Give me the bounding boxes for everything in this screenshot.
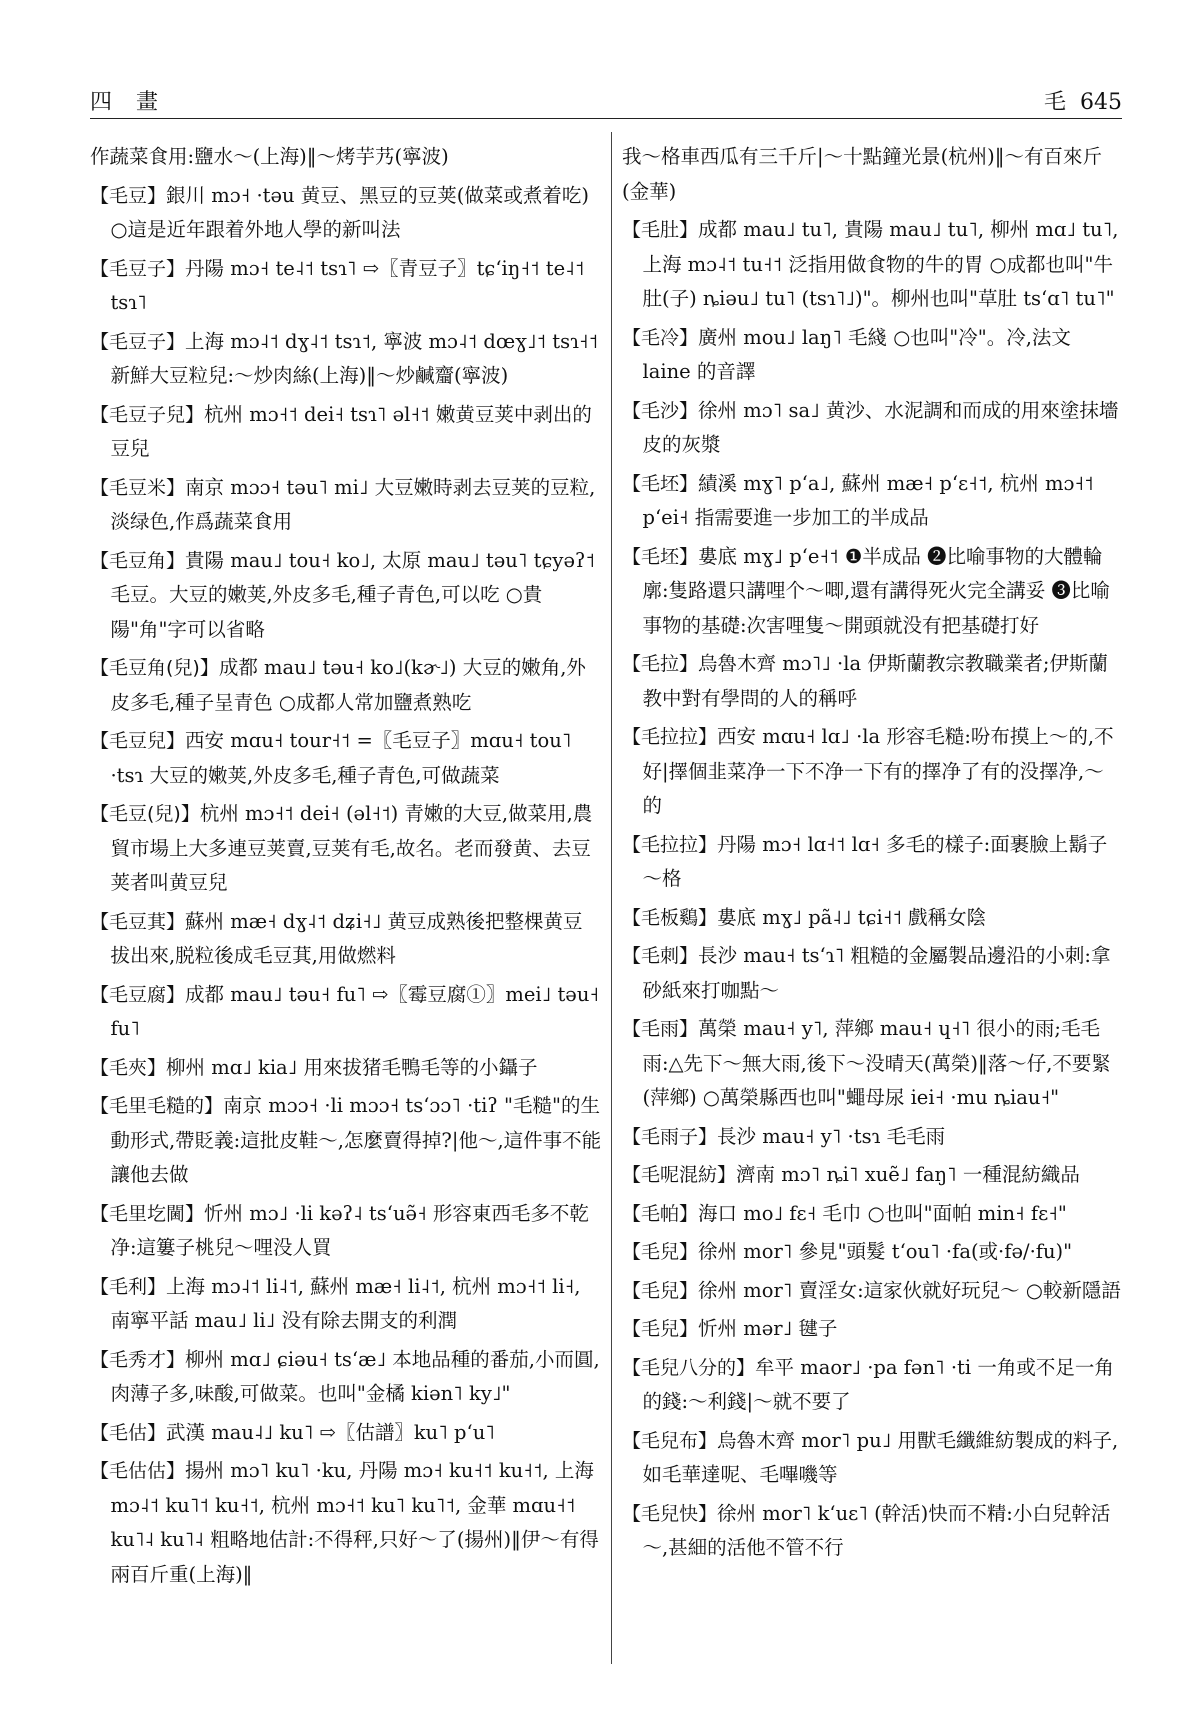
entry-headword: 【毛豆(兒)】 bbox=[90, 803, 200, 825]
entry-definition: 廣州 mou˩ laŋ˥ 毛綫 ○也叫"冷"。冷,法文 laine 的音譯 bbox=[642, 325, 1071, 383]
dictionary-entry bbox=[90, 1343, 602, 1412]
page-number: 645 bbox=[1080, 90, 1122, 115]
entry-definition: 長沙 mau˧ y˥ ·tsɿ 毛毛雨 bbox=[717, 1124, 946, 1148]
dictionary-entry bbox=[90, 1270, 602, 1339]
entry-headword: 【毛里圪閫】 bbox=[90, 1202, 205, 1225]
entry-definition: 牟平 maor˩ ·pa fən˥ ·ti 一角或不足一角的錢:～利錢|～就不要了 bbox=[642, 1355, 1114, 1413]
dictionary-entry bbox=[622, 828, 1122, 897]
dictionary-entry bbox=[622, 540, 1122, 644]
entry-definition: 成都 mau˩ təu˧ ko˩(kɚ˩) 大豆的嫩角,外皮多毛,種子呈青色 ○成都人常加鹽煮熟吃 bbox=[110, 656, 586, 714]
dictionary-entry bbox=[90, 1089, 602, 1193]
page-header bbox=[90, 82, 1122, 116]
entry-headword: 【毛兒八分的】 bbox=[622, 1356, 756, 1379]
page-number-group bbox=[1030, 85, 1122, 116]
entry-definition: 丹陽 mɔ˧ lɑ˧˦ lɑ˧ 多毛的樣子:面裹臉上鬍子～格 bbox=[642, 832, 1108, 890]
entry-definition: 南京 mɔɔ˧ ·li mɔɔ˧ tsʻɔɔ˥ ·tiʔ "毛糙"的生動形式,帶貶義:這批皮鞋～,怎麼賣得掉?|他～,這件事不能讓他去做 bbox=[110, 1094, 602, 1186]
entry-headword: 【毛豆角(兒)】 bbox=[90, 657, 219, 679]
entry-headword: 【毛估估】 bbox=[90, 1460, 186, 1482]
entry-definition: 忻州 mɔ˩ ·li kəʔ˨ tsʻuə̃˧ 形容東西毛多不乾净:這簍子桃兒～哩没人買 bbox=[110, 1201, 589, 1259]
section-label-char: 畫 bbox=[136, 90, 161, 115]
dictionary-entry bbox=[622, 1158, 1122, 1193]
entry-headword: 【毛冷】 bbox=[622, 326, 699, 349]
dictionary-entry bbox=[90, 398, 602, 467]
entry-headword: 【毛兒】 bbox=[622, 1318, 699, 1340]
column-divider bbox=[611, 132, 612, 1664]
entry-definition: 萬榮 mau˧ y˥, 萍鄉 mau˧ ɥ˧˥ 很小的雨;毛毛雨:△先下～無大雨,後下～没晴天(萬榮)‖落～仔,不要緊(萍鄉) ○萬榮縣西也叫"蠅母尿 iei˧ ·mu ȵiau˧" bbox=[642, 1017, 1111, 1109]
radical-label: 毛 bbox=[1043, 90, 1066, 115]
entry-headword: 【毛豆萁】 bbox=[90, 910, 186, 933]
dictionary-entry bbox=[90, 1051, 602, 1086]
dictionary-entry bbox=[622, 1351, 1122, 1420]
entry-headword: 【毛沙】 bbox=[622, 399, 699, 422]
dictionary-entry bbox=[90, 471, 602, 540]
entry-definition: 烏魯木齊 mor˥ pu˩ 用獸毛纖維紡製成的料子,如毛華達呢、毛嗶嘰等 bbox=[642, 1428, 1119, 1486]
dictionary-entry bbox=[90, 544, 602, 648]
dictionary-entry bbox=[90, 325, 602, 394]
entry-definition: 成都 mau˩ təu˧ fu˥ ⇨〖霉豆腐①〗mei˩ təu˧ fu˥ bbox=[110, 982, 600, 1040]
entry-headword: 【毛估】 bbox=[90, 1421, 167, 1444]
entry-definition: 婁底 mɣ˩ pʻe˧˦ ❶半成品 ❷比喻事物的大體輪廓:隻路還只講哩个～唧,還有講得死火完全講妥 ❸比喻事物的基礎:次害哩隻～開頭就没有把基礎打好 bbox=[642, 544, 1110, 637]
entry-definition: 貴陽 mau˩ tou˧ ko˩, 太原 mau˩ təu˥ tɕyəʔ˦ 毛豆。大豆的嫩荚,外皮多毛,種子青色,可以吃 ○貴陽"角"字可以省略 bbox=[110, 548, 596, 641]
entry-headword: 【毛夾】 bbox=[90, 1056, 167, 1079]
entry-headword: 【毛拉拉】 bbox=[622, 833, 718, 856]
entry-definition: 徐州 mor˥ 參見"頭髮 tʻou˥ ·fa(或·fə/·fu)" bbox=[698, 1240, 1073, 1263]
entry-headword: 【毛雨子】 bbox=[622, 1125, 718, 1148]
dictionary-entry bbox=[622, 467, 1122, 536]
entry-definition: 杭州 mɔ˧˦ dei˧ (əl˧˦) 青嫩的大豆,做菜用,農貿市場上大多連豆荚賣,豆荚有毛,故名。老而發黄、去豆荚者叫黄豆兒 bbox=[110, 802, 593, 894]
entry-headword: 【毛豆米】 bbox=[90, 476, 186, 499]
entry-headword: 【毛拉拉】 bbox=[622, 726, 718, 748]
entry-definition: 柳州 mɑ˩ ɕiəu˧ tsʻæ˩ 本地品種的番茄,小而圓,肉薄子多,味酸,可做菜。也叫"金橘 kiən˥ ky˩" bbox=[110, 1347, 600, 1405]
entry-headword: 【毛兒布】 bbox=[622, 1429, 718, 1452]
dictionary-entry bbox=[90, 1454, 602, 1592]
entry-definition: 銀川 mɔ˧ ·təu 黄豆、黑豆的豆荚(做菜或煮着吃) ○這是近年跟着外地人學的新叫法 bbox=[110, 183, 589, 241]
header-rule bbox=[90, 118, 1122, 119]
entry-definition: 績溪 mɣ˥ pʻa˩, 蘇州 mæ˧ pʻɛ˧˦, 杭州 mɔ˧˦ pʻei˧ 指需要進一步加工的半成品 bbox=[642, 471, 1094, 529]
right-column bbox=[622, 140, 1122, 1684]
entry-headword: 【毛坯】 bbox=[622, 545, 699, 568]
dictionary-entry bbox=[90, 1416, 602, 1451]
entry-definition: 西安 mɑu˧ lɑ˩ ·la 形容毛糙:吩布摸上～的,不好|擇個韭菜净一下不净一下有的擇净了有的没擇净,～的 bbox=[642, 725, 1114, 817]
dictionary-entry bbox=[90, 797, 602, 901]
entry-definition: 長沙 mau˧ tsʻɿ˥ 粗糙的金屬製品邊沿的小刺:拿砂紙來打咖點～ bbox=[642, 944, 1111, 1002]
entry-headword: 【毛豆子】 bbox=[90, 257, 186, 280]
dictionary-entry bbox=[622, 140, 1122, 209]
entry-headword: 【毛呢混紡】 bbox=[622, 1164, 737, 1186]
entry-definition: 杭州 mɔ˧˦ dei˧ tsɿ˥ əl˧˦ 嫩黄豆荚中剥出的豆兒 bbox=[110, 402, 592, 460]
entry-definition: 徐州 mor˥ 賣淫女:這家伙就好玩兒～ ○較新隱語 bbox=[698, 1278, 1121, 1302]
entry-definition: 上海 mɔ˨˦ li˨˦, 蘇州 mæ˧ li˨˦, 杭州 mɔ˧˦ li˧, 南寧平話 mau˩ li˩ 没有除去開支的利潤 bbox=[110, 1274, 581, 1332]
entry-definition: 徐州 mɔ˥ sa˩ 黄沙、水泥調和而成的用來塗抹墻皮的灰漿 bbox=[642, 398, 1119, 456]
entry-headword: 【毛豆腐】 bbox=[90, 983, 186, 1006]
entry-definition: 我～格車西瓜有三千斤|～十點鐘光景(杭州)‖～有百來斤(金華) bbox=[622, 145, 1103, 203]
entry-headword: 【毛豆兒】 bbox=[90, 730, 186, 752]
entry-headword: 【毛雨】 bbox=[622, 1018, 699, 1040]
entry-definition: 揚州 mɔ˥ ku˥ ·ku, 丹陽 mɔ˧ ku˧˦ ku˧˦, 上海 mɔ˨˦ ku˥˦ ku˧˦, 杭州 mɔ˧˦ ku˥ ku˥˦, 金華 mɑu˧˦ ku˥˨ ku˥˨ 粗略地估計:不得秤,只好～了(揚州)‖伊～有得兩百斤重(上海)‖ bbox=[110, 1459, 599, 1586]
entry-definition: 南京 mɔɔ˧ təu˥ mi˩ 大豆嫩時剥去豆荚的豆粒,淡绿色,作爲蔬菜食用 bbox=[110, 475, 596, 533]
dictionary-entry bbox=[622, 1197, 1122, 1232]
entry-definition: 作蔬菜食用:鹽水～(上海)‖～烤芋艿(寧波) bbox=[90, 145, 449, 168]
entry-headword: 【毛肚】 bbox=[622, 219, 699, 241]
entry-headword: 【毛豆】 bbox=[90, 184, 167, 207]
dictionary-entry bbox=[622, 1424, 1122, 1493]
dictionary-entry bbox=[622, 1235, 1122, 1270]
entry-headword: 【毛板鷄】 bbox=[622, 906, 718, 929]
entry-definition: 西安 mɑu˧ tour˧˦ =〖毛豆子〗mɑu˧ tou˥ ·tsɿ 大豆的嫩荚,外皮多毛,種子青色,可做蔬菜 bbox=[110, 729, 572, 787]
section-label-char: 四 bbox=[90, 90, 115, 115]
dictionary-entry bbox=[90, 1197, 602, 1266]
dictionary-entry bbox=[622, 939, 1122, 1008]
entry-headword: 【毛豆子兒】 bbox=[90, 403, 205, 426]
left-column bbox=[90, 140, 602, 1684]
dictionary-entry bbox=[622, 647, 1122, 716]
dictionary-entry bbox=[622, 720, 1122, 824]
entry-headword: 【毛兒】 bbox=[622, 1279, 699, 1302]
entry-headword: 【毛帕】 bbox=[622, 1202, 699, 1225]
entry-headword: 【毛兒快】 bbox=[622, 1502, 718, 1525]
dictionary-entry bbox=[622, 901, 1122, 936]
entry-headword: 【毛坯】 bbox=[622, 472, 699, 495]
dictionary-entry bbox=[90, 179, 602, 248]
entry-definition: 濟南 mɔ˥ ȵi˥ xuẽ˩ faŋ˥ 一種混紡織品 bbox=[736, 1163, 1080, 1186]
entry-definition: 武漢 mau˨˩ ku˥ ⇨〖估譜〗ku˥ pʻu˥ bbox=[166, 1420, 495, 1444]
entry-definition: 丹陽 mɔ˧ te˨˦ tsɿ˥ ⇨〖青豆子〗tɕʻiŋ˧˦ te˨˦ tsɿ˥ bbox=[110, 256, 585, 314]
entry-definition: 蘇州 mæ˧ dɣ˨˦ dʑi˧˩ 黄豆成熟後把整棵黄豆拔出來,脱粒後成毛豆萁,用做燃料 bbox=[110, 909, 583, 967]
dictionary-entry bbox=[90, 978, 602, 1047]
dictionary-entry bbox=[622, 394, 1122, 463]
entry-definition: 烏魯木齊 mɔ˥˩ ·la 伊斯蘭教宗教職業者;伊斯蘭教中對有學問的人的稱呼 bbox=[642, 652, 1108, 710]
dictionary-entry bbox=[90, 252, 602, 321]
entry-definition: 忻州 mər˩ 毽子 bbox=[698, 1317, 838, 1340]
section-label bbox=[90, 85, 182, 116]
entry-headword: 【毛豆子】 bbox=[90, 330, 186, 353]
dictionary-entry bbox=[90, 651, 602, 720]
dictionary-entry bbox=[622, 213, 1122, 317]
dictionary-entry bbox=[622, 1274, 1122, 1309]
dictionary-entry bbox=[90, 905, 602, 974]
dictionary-entry bbox=[622, 321, 1122, 390]
dictionary-entry bbox=[622, 1497, 1122, 1566]
entry-headword: 【毛里毛糙的】 bbox=[90, 1095, 224, 1117]
dictionary-entry bbox=[622, 1120, 1122, 1155]
dictionary-entry bbox=[622, 1012, 1122, 1116]
entry-headword: 【毛豆角】 bbox=[90, 549, 186, 572]
dictionary-entry bbox=[90, 724, 602, 793]
entry-definition: 徐州 mor˥ kʻuɛ˥ (幹活)快而不精:小白兒幹活～,甚細的活他不管不行 bbox=[642, 1501, 1111, 1559]
dictionary-entry bbox=[90, 140, 602, 175]
entry-definition: 上海 mɔ˨˦ dɣ˨˦ tsɿ˦, 寧波 mɔ˨˦ dœɣ˩˦ tsɿ˧˦ 新鮮大豆粒兒:～炒肉絲(上海)‖～炒鹹齏(寧波) bbox=[110, 329, 599, 387]
entry-definition: 柳州 mɑ˩ kia˩ 用來拔猪毛鴨毛等的小鑷子 bbox=[166, 1055, 538, 1079]
entry-definition: 成都 mau˩ tu˥, 貴陽 mau˩ tu˥, 柳州 mɑ˩ tu˥, 上海 mɔ˨˦ tu˧˦ 泛指用做食物的牛的胃 ○成都也叫"牛肚(子) ȵiəu˩ tu˥ (tsɿ˥˩)"。柳州也叫"草肚 tsʻɑ˥ tu˥" bbox=[642, 218, 1119, 310]
entry-headword: 【毛秀才】 bbox=[90, 1348, 186, 1371]
entry-headword: 【毛刺】 bbox=[622, 945, 699, 967]
entry-headword: 【毛利】 bbox=[90, 1275, 167, 1298]
entry-headword: 【毛兒】 bbox=[622, 1241, 699, 1263]
entry-definition: 婁底 mɣ˩ pã˨˩ tɕi˧˦ 戲稱女陰 bbox=[717, 905, 987, 929]
entry-headword: 【毛拉】 bbox=[622, 653, 699, 675]
dictionary-entry bbox=[622, 1312, 1122, 1347]
entry-definition: 海口 mo˩ fɛ˧ 毛巾 ○也叫"面帕 min˧ fɛ˧" bbox=[698, 1201, 1067, 1225]
